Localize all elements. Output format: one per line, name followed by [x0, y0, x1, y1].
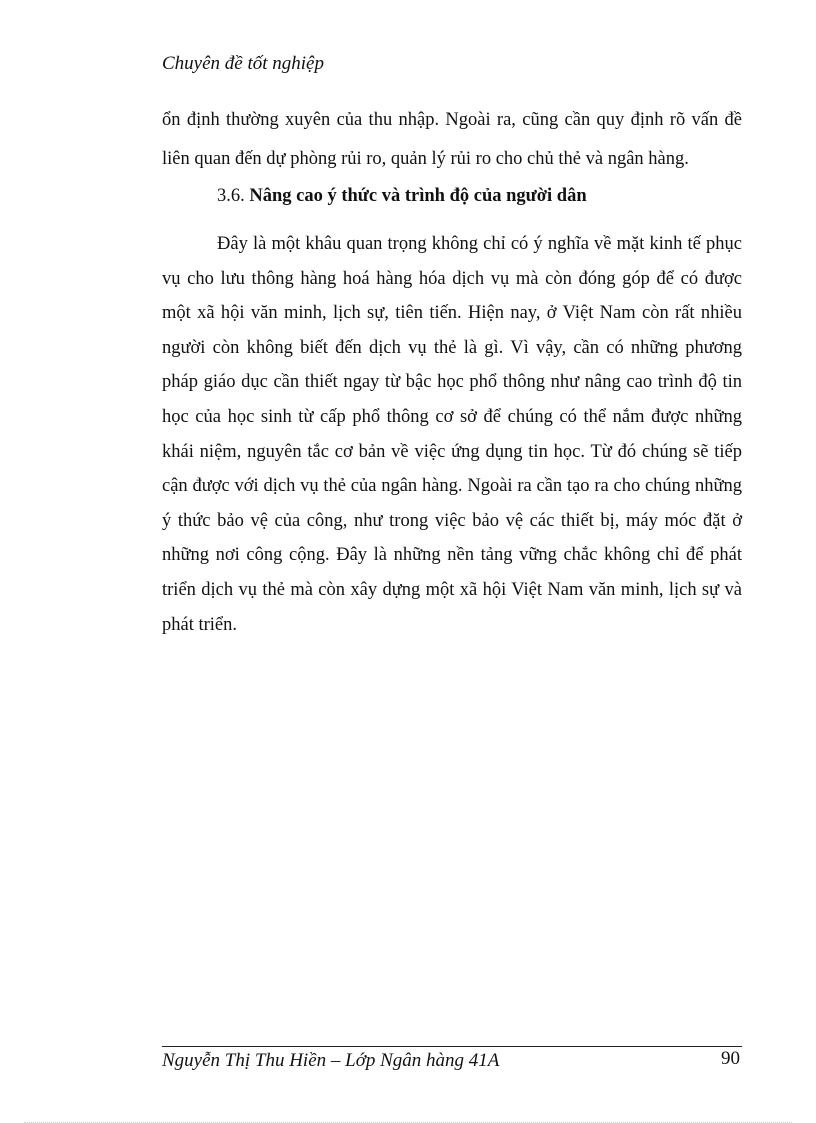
intro-paragraph: ổn định thường xuyên của thu nhập. Ngoài ra, cũng cần quy định rõ vấn đề liên quan đến dự phòng rủi ro, quản lý rủi ro cho chủ thẻ và ngân hàng. — [162, 110, 742, 169]
footer-author: Nguyễn Thị Thu Hiền – Lớp Ngân hàng 41A — [162, 1050, 500, 1071]
page-number: 90 — [721, 1048, 740, 1069]
section-heading — [217, 181, 587, 211]
section-number: 3.6. — [217, 186, 245, 206]
running-header: Chuyên đề tốt nghiệp — [162, 53, 324, 74]
footer-divider — [162, 1046, 742, 1047]
section-title: Nâng cao ý thức và trình độ của người dân — [249, 186, 587, 206]
body-paragraph: Đây là một khâu quan trọng không chỉ có ý nghĩa về mặt kinh tế phục vụ cho lưu thông hàng hoá hàng hóa dịch vụ mà còn đóng góp để có được một xã hội văn minh, lịch sự, tiên tiến. Hiện nay, ở Việt Nam còn rất nhiều người còn không biết đến dịch vụ thẻ là gì. Vì vậy, cần có những phương pháp giáo dục cần thiết ngay từ bậc học phổ thông như nâng cao trình độ tin học của học sinh từ cấp phổ thông cơ sở để chúng có thể nắm được những khái niệm, nguyên tắc cơ bản về việc ứng dụng tin học. Từ đó chúng sẽ tiếp cận được với dịch vụ thẻ của ngân hàng. Ngoài ra cần tạo ra cho chúng những ý thức bảo vệ của công, như trong việc bảo vệ các thiết bị, máy móc đặt ở những nơi công cộng. Đây là những nền tảng vững chắc không chỉ để phát triển dịch vụ thẻ mà còn xây dựng một xã hội Việt Nam văn minh, lịch sự và phát triển. — [162, 234, 742, 635]
